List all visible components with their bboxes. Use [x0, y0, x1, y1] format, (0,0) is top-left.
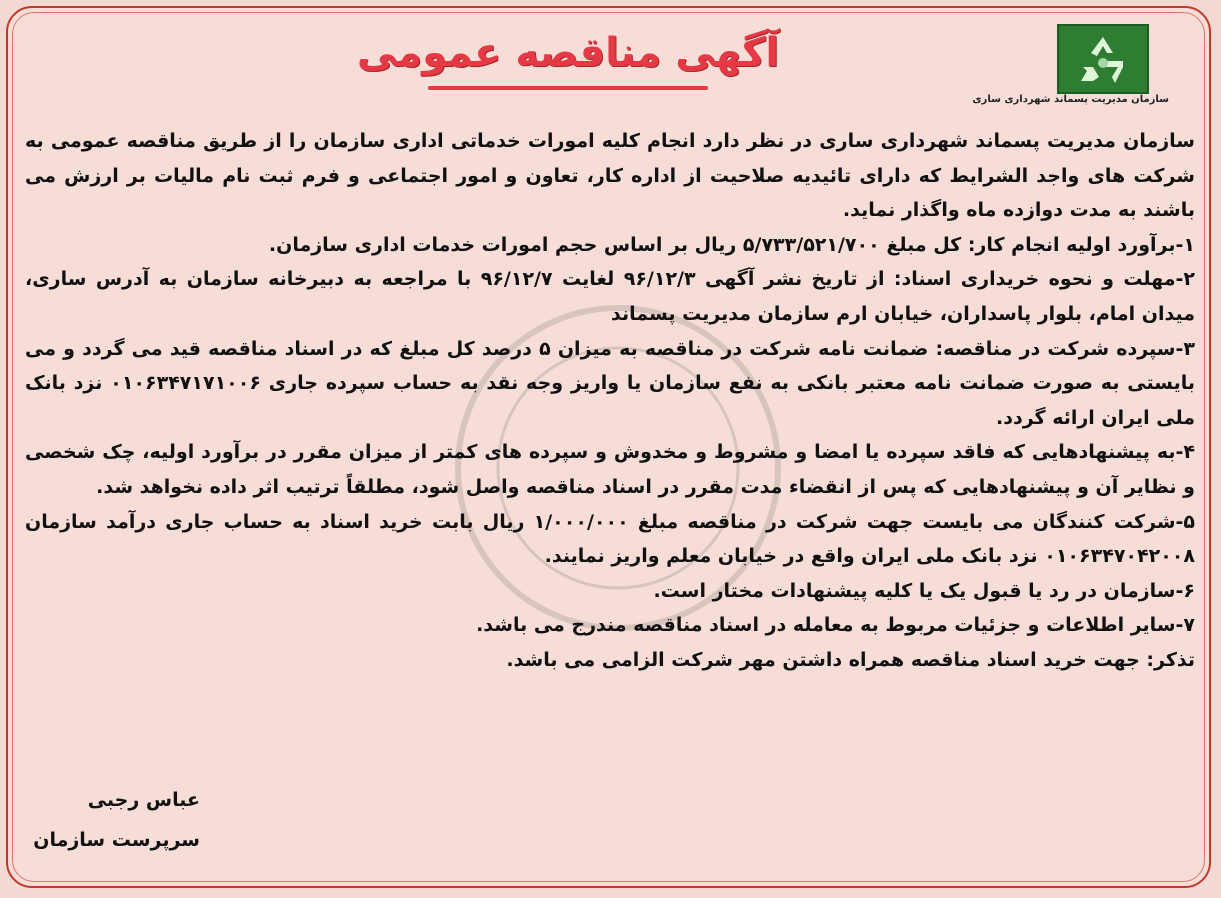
page-title: آگهی مناقصه عمومی	[356, 30, 780, 76]
signer-position: سرپرست سازمان	[33, 829, 200, 851]
intro-paragraph: سازمان مدیریت پسماند شهرداری ساری در نظر دارد انجام کلیه امورات خدماتی اداری سازمان را از طریق مناقصه عمومی به شرکت های واجد الشرایط که دارای تائیدیه صلاحیت از اداره کار، تعاون و امور اجتماعی و فرم ثبت نام مالیات بر ارزش می باشند به مدت دوازده ماه واگذار نماید.	[25, 130, 1195, 222]
signer-name: عباس رجبی	[87, 789, 200, 811]
announcement-body	[25, 124, 1195, 678]
item-2: ۲-مهلت و نحوه خریداری اسناد: از تاریخ نشر آگهی ۹۶/۱۲/۳ لغایت ۹۶/۱۲/۷ با مراجعه به دبیرخانه سازمان به آدرس ساری، میدان امام، بلوار پاسداران، خیابان ارم سازمان مدیریت پسماند	[25, 268, 1195, 325]
logo-caption: سازمان مدیریت پسماند شهرداری ساری	[972, 94, 1169, 105]
item-7: ۷-سایر اطلاعات و جزئیات مربوط به معامله در اسناد مناقصه مندرج می باشد.	[476, 614, 1195, 637]
item-4: ۴-به پیشنهادهایی که فاقد سپرده یا امضا و مشروط و مخدوش و سپرده های کمتر از میزان مقرر در برآورد اولیه، چک شخصی و نظایر آن و پیشنهادهایی که پس از انقضاء مدت مقرر در اسناد مناقصه واصل شود، مطلقاً ترتیب اثر داده نخواهد شد.	[25, 441, 1195, 498]
title-underline	[428, 86, 708, 90]
signature-block	[30, 780, 200, 860]
item-1: ۱-برآورد اولیه انجام کار: کل مبلغ ۵/۷۳۳/۵۲۱/۷۰۰ ریال بر اساس حجم امورات خدمات اداری سازمان.	[268, 233, 1195, 256]
organization-logo	[972, 24, 1169, 114]
item-6: ۶-سازمان در رد یا قبول یک یا کلیه پیشنهادات مختار است.	[653, 579, 1195, 602]
item-5: ۵-شرکت کنندگان می بایست جهت شرکت در مناقصه مبلغ ۱/۰۰۰/۰۰۰ ریال بابت خرید اسناد به حساب جاری درآمد سازمان ۰۱۰۶۳۴۷۰۴۲۰۰۸ نزد بانک ملی ایران واقع در خیابان معلم واریز نمایند.	[25, 510, 1195, 568]
item-3: ۳-سپرده شرکت در مناقصه: ضمانت نامه شرکت در مناقصه به میزان ۵ درصد کل مبلغ که در اسناد مناقصه قید می گردد و می بایستی به صورت ضمانت نامه معتبر بانکی به نفع سازمان یا واریز وجه نقد به حساب سپرده جاری ۰۱۰۶۳۴۷۱۷۱۰۰۶ نزد بانک ملی ایران ارائه گردد.	[25, 337, 1195, 429]
note: تذکر: جهت خرید اسناد مناقصه همراه داشتن مهر شرکت الزامی می باشد.	[506, 648, 1195, 671]
recycle-icon	[1073, 33, 1133, 85]
logo-box	[1057, 24, 1149, 94]
